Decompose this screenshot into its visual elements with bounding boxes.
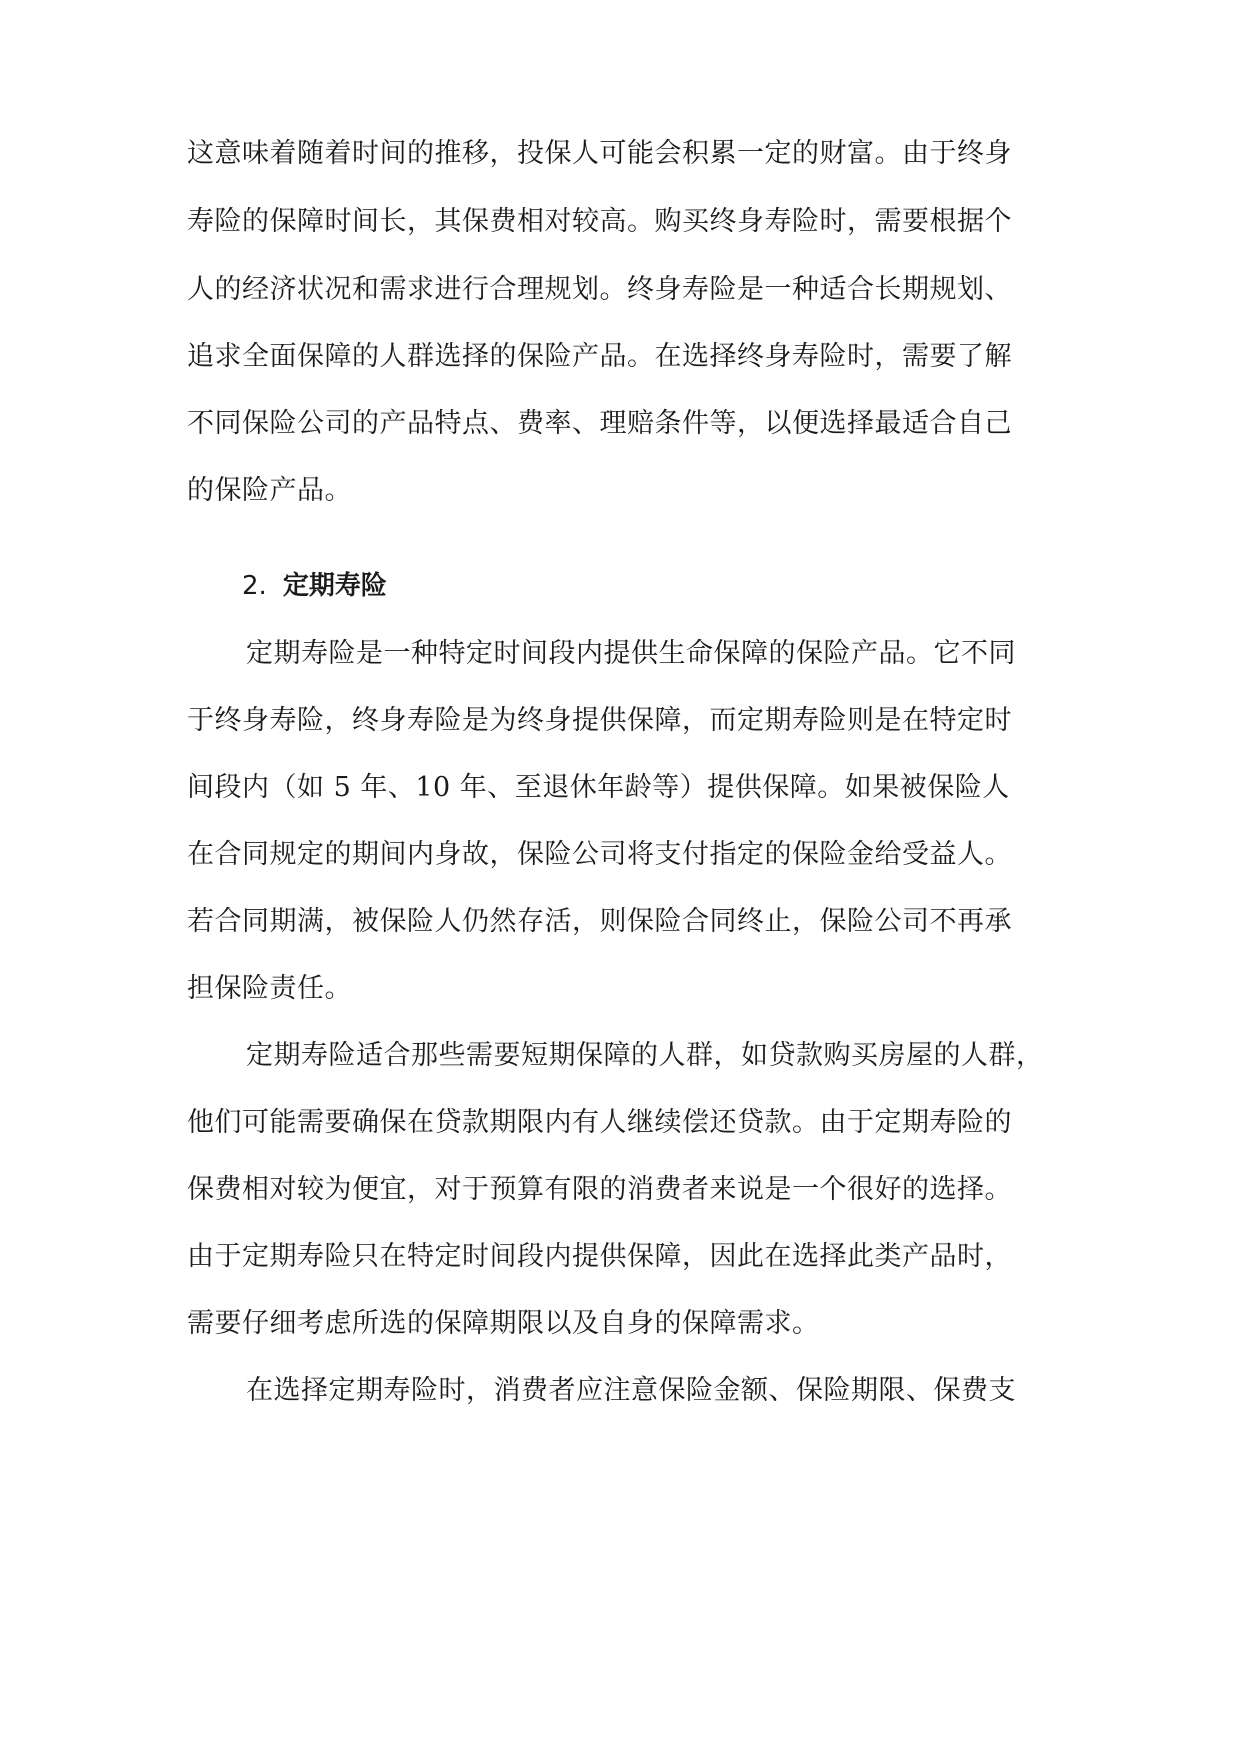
text-line: 寿险的保障时间长，其保费相对较高。购买终身寿险时，需要根据个 — [187, 206, 1012, 237]
heading-number: 2. — [242, 571, 267, 601]
heading-title: 定期寿险 — [282, 571, 387, 601]
text-line: 于终身寿险，终身寿险是为终身提供保障，而定期寿险则是在特定时 — [187, 705, 1012, 736]
text-line: 的保险产品。 — [187, 475, 352, 506]
text-line: 人的经济状况和需求进行合理规划。终身寿险是一种适合长期规划、 — [187, 274, 1012, 305]
text-line: 定期寿险适合那些需要短期保障的人群，如贷款购买房屋的人群， — [246, 1040, 1044, 1071]
text-line: 担保险责任。 — [187, 973, 352, 1004]
text-line: 由于定期寿险只在特定时间段内提供保障，因此在选择此类产品时， — [187, 1241, 1012, 1272]
text-line: 定期寿险是一种特定时间段内提供生命保障的保险产品。它不同 — [246, 638, 1016, 669]
text-line: 保费相对较为便宜，对于预算有限的消费者来说是一个很好的选择。 — [187, 1174, 1012, 1205]
text-line: 间段内（如 5 年、10 年、至退休年龄等）提供保障。如果被保险人 — [187, 772, 1010, 803]
section-heading — [242, 566, 387, 606]
text-line: 不同保险公司的产品特点、费率、理赔条件等，以便选择最适合自己 — [187, 408, 1012, 439]
text-line: 他们可能需要确保在贷款期限内有人继续偿还贷款。由于定期寿险的 — [187, 1107, 1012, 1138]
text-line: 这意味着随着时间的推移，投保人可能会积累一定的财富。由于终身 — [187, 138, 1012, 169]
text-line: 在选择定期寿险时，消费者应注意保险金额、保险期限、保费支 — [246, 1375, 1016, 1406]
text-line: 需要仔细考虑所选的保障期限以及自身的保障需求。 — [187, 1308, 820, 1339]
text-line: 若合同期满，被保险人仍然存活，则保险合同终止，保险公司不再承 — [187, 906, 1012, 937]
text-line: 在合同规定的期间内身故，保险公司将支付指定的保险金给受益人。 — [187, 839, 1012, 870]
text-line: 追求全面保障的人群选择的保险产品。在选择终身寿险时，需要了解 — [187, 341, 1012, 372]
